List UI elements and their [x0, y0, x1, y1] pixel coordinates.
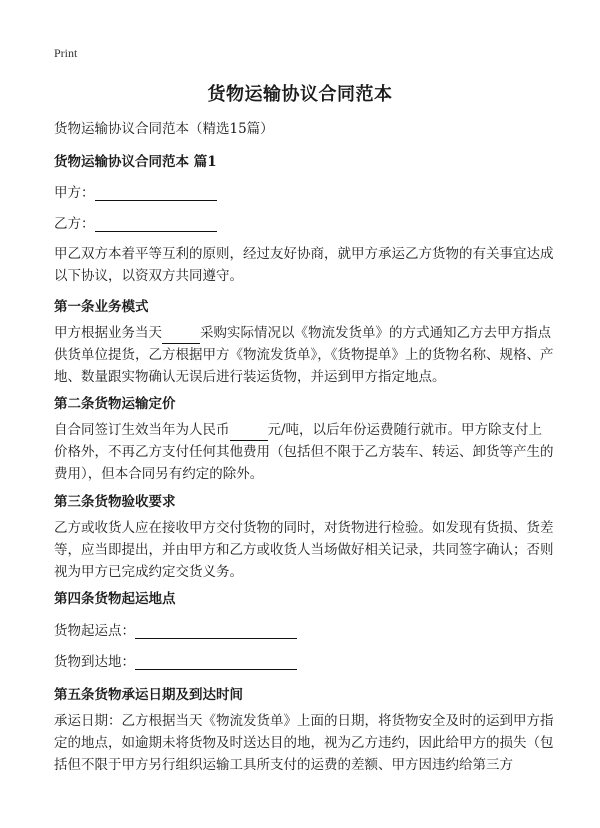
article-1-blank [162, 329, 200, 344]
document-subtitle: 货物运输协议合同范本（精选15篇） [54, 121, 274, 137]
print-link[interactable]: Print [54, 46, 78, 60]
party-b-blank [95, 217, 217, 232]
article-1-paragraph [54, 322, 554, 388]
document-title: 货物运输协议合同范本 [207, 84, 393, 105]
article-1-text-before: 甲方根据业务当天 [54, 325, 162, 341]
preamble-paragraph: 甲乙双方本着平等互利的原则，经过友好协商，就甲方承运乙方货物的有关事宜达成以下协议，以资双方共同遵守。 [54, 246, 554, 284]
destination-row [54, 650, 297, 670]
party-a-row [54, 181, 217, 201]
section-title: 货物运输协议合同范本 篇1 [54, 154, 217, 170]
party-b-label: 乙方： [54, 216, 95, 232]
destination-blank [135, 655, 297, 670]
article-5-paragraph: 承运日期：乙方根据当天《物流发货单》上面的日期，将货物安全及时的运到甲方指定的地点，如逾期未将货物及时送达目的地，视为乙方违约，因此给甲方的损失（包括但不限于甲方另行组织运输工具所支付的运费的差额、甲方因违约给第三方 [54, 713, 554, 773]
article-2-text-after: 元/吨，以后年份运费随行就市。甲方除支付上价格外，不再乙方支付任何其他费用（包括但不限于乙方装车、转运、卸货等产生的费用），但本合同另有约定的除外。 [54, 422, 554, 482]
article-2-blank [230, 426, 268, 441]
article-1-text-after: 采购实际情况以《物流发货单》的方式通知乙方去甲方指点供货单位提货，乙方根据甲方《物流发货单》，《货物提单》上的货物名称、规格、产地、数量跟实物确认无误后进行装运货物，并运到甲方指定地点。 [54, 325, 554, 385]
origin-label: 货物起运点： [54, 623, 135, 639]
article-3-heading: 第三条货物验收要求 [54, 494, 176, 510]
party-a-label: 甲方： [54, 185, 95, 201]
destination-label: 货物到达地： [54, 654, 135, 670]
article-2-paragraph [54, 419, 554, 485]
origin-blank [135, 624, 297, 639]
article-2-text-before: 自合同签订生效当年为人民币 [54, 422, 230, 438]
article-2-heading: 第二条货物运输定价 [54, 396, 176, 412]
origin-row [54, 619, 297, 639]
party-b-row [54, 212, 217, 232]
article-1-heading: 第一条业务模式 [54, 299, 149, 315]
party-a-blank [95, 186, 217, 201]
article-4-heading: 第四条货物起运地点 [54, 591, 176, 607]
article-5-heading: 第五条货物承运日期及到达时间 [54, 687, 243, 703]
article-3-paragraph: 乙方或收货人应在接收甲方交付货物的同时，对货物进行检验。如发现有货损、货差等，应当即提出，并由甲方和乙方或收货人当场做好相关记录，共同签字确认；否则视为甲方已完成约定交货义务。 [54, 520, 554, 580]
